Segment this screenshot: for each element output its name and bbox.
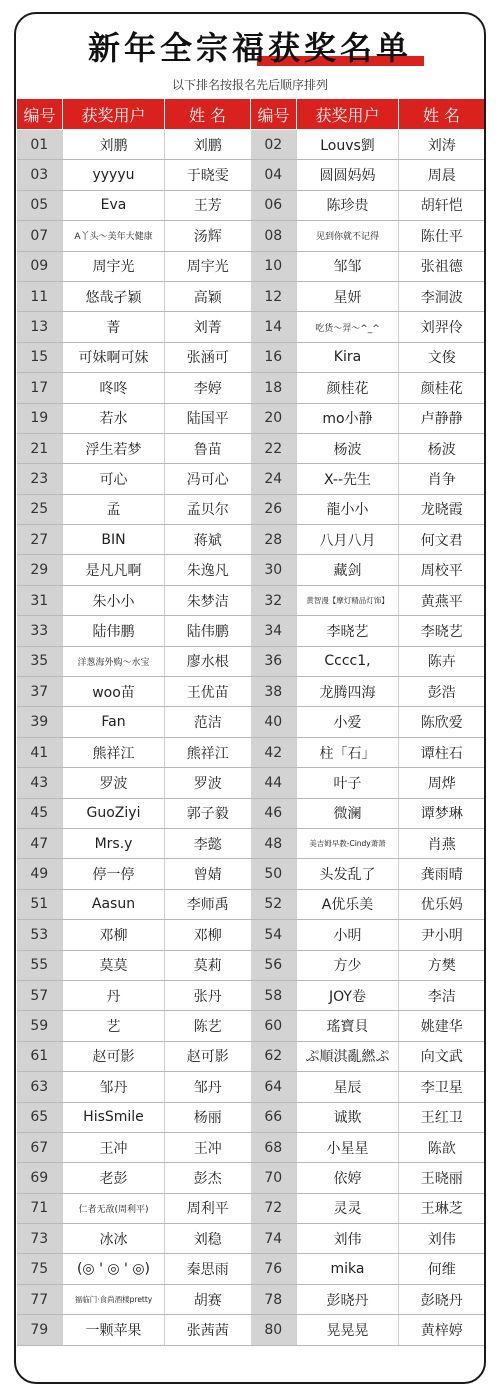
winner-real-name: 王晓丽 bbox=[399, 1163, 485, 1193]
winner-username: 刘伟 bbox=[297, 1224, 399, 1254]
winner-username: 柱「石」 bbox=[297, 737, 399, 767]
winner-username: A优乐美 bbox=[297, 889, 399, 919]
winner-real-name: 张祖德 bbox=[399, 251, 485, 281]
winner-real-name: 胡赛 bbox=[165, 1284, 251, 1314]
winner-number: 56 bbox=[251, 950, 297, 980]
winner-real-name: 黄燕平 bbox=[399, 585, 485, 615]
winner-real-name: 姚建华 bbox=[399, 1011, 485, 1041]
winner-number: 09 bbox=[17, 251, 63, 281]
table-row bbox=[17, 130, 485, 160]
winner-number: 59 bbox=[17, 1011, 63, 1041]
winner-real-name: 陈仕平 bbox=[399, 221, 485, 251]
winner-real-name: 李洞波 bbox=[399, 281, 485, 311]
winner-real-name: 郭子毅 bbox=[165, 798, 251, 828]
winner-real-name: 张涵可 bbox=[165, 342, 251, 372]
winner-username: 赵可影 bbox=[63, 1041, 165, 1071]
winner-username: 依婷 bbox=[297, 1163, 399, 1193]
winner-real-name: 谭梦琳 bbox=[399, 798, 485, 828]
winner-username: 熊祥江 bbox=[63, 737, 165, 767]
winner-username: 黄智漫【摩灯精品灯饰】 bbox=[297, 585, 399, 615]
winner-username: 龍小小 bbox=[297, 494, 399, 524]
winner-real-name: 何文君 bbox=[399, 525, 485, 555]
winner-number: 36 bbox=[251, 646, 297, 676]
winner-number: 49 bbox=[17, 859, 63, 889]
winner-username: 方少 bbox=[297, 950, 399, 980]
winner-username: 星妍 bbox=[297, 281, 399, 311]
winner-username: (◎ ' ◎ ' ◎) bbox=[63, 1254, 165, 1284]
winner-real-name: 刘菁 bbox=[165, 312, 251, 342]
winner-real-name: 李师禹 bbox=[165, 889, 251, 919]
winner-username: X--先生 bbox=[297, 464, 399, 494]
winner-real-name: 陈歆 bbox=[399, 1132, 485, 1162]
winner-real-name: 彭杰 bbox=[165, 1163, 251, 1193]
winner-username: 停一停 bbox=[63, 859, 165, 889]
table-header-row bbox=[17, 99, 485, 130]
table-row bbox=[17, 1224, 485, 1254]
winner-real-name: 杨丽 bbox=[165, 1102, 251, 1132]
winner-number: 64 bbox=[251, 1072, 297, 1102]
winner-real-name: 赵可影 bbox=[165, 1041, 251, 1071]
winner-number: 38 bbox=[251, 677, 297, 707]
winner-number: 16 bbox=[251, 342, 297, 372]
table-row bbox=[17, 677, 485, 707]
winner-number: 71 bbox=[17, 1193, 63, 1223]
header-name-left: 姓 名 bbox=[165, 99, 251, 130]
winner-username: 叶子 bbox=[297, 768, 399, 798]
winner-number: 76 bbox=[251, 1254, 297, 1284]
winner-number: 26 bbox=[251, 494, 297, 524]
winner-number: 43 bbox=[17, 768, 63, 798]
winner-real-name: 优乐妈 bbox=[399, 889, 485, 919]
winner-username: 头发乱了 bbox=[297, 859, 399, 889]
winner-real-name: 黄梓婷 bbox=[399, 1315, 485, 1345]
winner-number: 11 bbox=[17, 281, 63, 311]
winner-real-name: 陆伟鹏 bbox=[165, 616, 251, 646]
winner-real-name: 周晨 bbox=[399, 160, 485, 190]
winner-real-name: 于晓雯 bbox=[165, 160, 251, 190]
winner-real-name: 张茜茜 bbox=[165, 1315, 251, 1345]
table-row bbox=[17, 403, 485, 433]
winner-real-name: 范洁 bbox=[165, 707, 251, 737]
winner-username: 周宇光 bbox=[63, 251, 165, 281]
winner-number: 10 bbox=[251, 251, 297, 281]
winner-username: GuoZiyi bbox=[63, 798, 165, 828]
winner-username: 仁者无敌(周利平) bbox=[63, 1193, 165, 1223]
winner-real-name: 熊祥江 bbox=[165, 737, 251, 767]
winner-real-name: 王优苗 bbox=[165, 677, 251, 707]
winner-number: 78 bbox=[251, 1284, 297, 1314]
winner-username: 见到你就不记得 bbox=[297, 221, 399, 251]
winner-username: JOY卷 bbox=[297, 980, 399, 1010]
winner-number: 73 bbox=[17, 1224, 63, 1254]
table-row bbox=[17, 251, 485, 281]
table-row bbox=[17, 1041, 485, 1071]
winner-number: 31 bbox=[17, 585, 63, 615]
winner-username: 邹丹 bbox=[63, 1072, 165, 1102]
winner-real-name: 李婷 bbox=[165, 373, 251, 403]
winner-number: 12 bbox=[251, 281, 297, 311]
table-row bbox=[17, 980, 485, 1010]
table-row bbox=[17, 525, 485, 555]
winner-number: 60 bbox=[251, 1011, 297, 1041]
table-row bbox=[17, 859, 485, 889]
winner-real-name: 刘稳 bbox=[165, 1224, 251, 1254]
winner-number: 28 bbox=[251, 525, 297, 555]
winner-real-name: 王红卫 bbox=[399, 1102, 485, 1132]
winner-real-name: 李卫星 bbox=[399, 1072, 485, 1102]
winner-username: mo小静 bbox=[297, 403, 399, 433]
winner-number: 05 bbox=[17, 190, 63, 220]
winner-number: 14 bbox=[251, 312, 297, 342]
winner-number: 17 bbox=[17, 373, 63, 403]
winner-username: Cccc1, bbox=[297, 646, 399, 676]
winner-number: 27 bbox=[17, 525, 63, 555]
winner-number: 24 bbox=[251, 464, 297, 494]
winner-number: 25 bbox=[17, 494, 63, 524]
winner-number: 41 bbox=[17, 737, 63, 767]
winner-real-name: 莫莉 bbox=[165, 950, 251, 980]
winner-username: 老彭 bbox=[63, 1163, 165, 1193]
winner-number: 65 bbox=[17, 1102, 63, 1132]
winner-number: 04 bbox=[251, 160, 297, 190]
table-row bbox=[17, 1011, 485, 1041]
winner-username: 冰冰 bbox=[63, 1224, 165, 1254]
winner-number: 61 bbox=[17, 1041, 63, 1071]
winner-number: 44 bbox=[251, 768, 297, 798]
winner-real-name: 周烨 bbox=[399, 768, 485, 798]
winner-username: Louvs劉 bbox=[297, 130, 399, 160]
winner-username: woo苗 bbox=[63, 677, 165, 707]
winner-username: Eva bbox=[63, 190, 165, 220]
winner-number: 80 bbox=[251, 1315, 297, 1345]
winner-real-name: 杨波 bbox=[399, 433, 485, 463]
winner-username: 罗波 bbox=[63, 768, 165, 798]
winner-number: 13 bbox=[17, 312, 63, 342]
winner-username: 丹 bbox=[63, 980, 165, 1010]
winner-number: 75 bbox=[17, 1254, 63, 1284]
winner-username: 是凡凡啊 bbox=[63, 555, 165, 585]
winner-number: 67 bbox=[17, 1132, 63, 1162]
winner-real-name: 陈艺 bbox=[165, 1011, 251, 1041]
winner-username: 福临门·食尚酒楼pretty bbox=[63, 1284, 165, 1314]
winner-username: 刘鹏 bbox=[63, 130, 165, 160]
winner-number: 32 bbox=[251, 585, 297, 615]
winner-number: 55 bbox=[17, 950, 63, 980]
table-row bbox=[17, 281, 485, 311]
winner-username: 孟 bbox=[63, 494, 165, 524]
winner-username: 龙腾四海 bbox=[297, 677, 399, 707]
table-row bbox=[17, 707, 485, 737]
winner-number: 02 bbox=[251, 130, 297, 160]
winner-username: 晃晃晃 bbox=[297, 1315, 399, 1345]
winner-username: 陈珍贵 bbox=[297, 190, 399, 220]
winner-number: 39 bbox=[17, 707, 63, 737]
winner-number: 62 bbox=[251, 1041, 297, 1071]
winner-number: 46 bbox=[251, 798, 297, 828]
winner-number: 48 bbox=[251, 828, 297, 858]
table-row bbox=[17, 1284, 485, 1314]
winner-username: 小星星 bbox=[297, 1132, 399, 1162]
winner-username: 朱小小 bbox=[63, 585, 165, 615]
table-row bbox=[17, 616, 485, 646]
table-row bbox=[17, 798, 485, 828]
winner-number: 42 bbox=[251, 737, 297, 767]
winner-real-name: 颜桂花 bbox=[399, 373, 485, 403]
winner-number: 03 bbox=[17, 160, 63, 190]
winner-username: 可心 bbox=[63, 464, 165, 494]
winner-real-name: 秦思雨 bbox=[165, 1254, 251, 1284]
winner-number: 35 bbox=[17, 646, 63, 676]
winner-real-name: 孟贝尔 bbox=[165, 494, 251, 524]
winner-username: Kira bbox=[297, 342, 399, 372]
winner-username: 小爱 bbox=[297, 707, 399, 737]
winner-username: 彭晓丹 bbox=[297, 1284, 399, 1314]
winner-username: 小明 bbox=[297, 920, 399, 950]
table-row bbox=[17, 160, 485, 190]
winner-number: 70 bbox=[251, 1163, 297, 1193]
winner-list-card bbox=[14, 12, 486, 1384]
table-row bbox=[17, 1315, 485, 1345]
winner-number: 63 bbox=[17, 1072, 63, 1102]
winner-real-name: 朱逸凡 bbox=[165, 555, 251, 585]
winner-number: 40 bbox=[251, 707, 297, 737]
winner-real-name: 彭晓丹 bbox=[399, 1284, 485, 1314]
winner-number: 68 bbox=[251, 1132, 297, 1162]
winner-real-name: 冯可心 bbox=[165, 464, 251, 494]
winner-real-name: 李晓艺 bbox=[399, 616, 485, 646]
winner-real-name: 高颖 bbox=[165, 281, 251, 311]
winner-username: 悠哉孑颖 bbox=[63, 281, 165, 311]
winner-real-name: 朱梦洁 bbox=[165, 585, 251, 615]
winner-real-name: 陈卉 bbox=[399, 646, 485, 676]
winner-username: 邓柳 bbox=[63, 920, 165, 950]
table-row bbox=[17, 190, 485, 220]
winner-username: 艺 bbox=[63, 1011, 165, 1041]
winner-number: 50 bbox=[251, 859, 297, 889]
winner-username: 王冲 bbox=[63, 1132, 165, 1162]
winner-real-name: 向文武 bbox=[399, 1041, 485, 1071]
winner-real-name: 周校平 bbox=[399, 555, 485, 585]
winner-number: 53 bbox=[17, 920, 63, 950]
winner-real-name: 邹丹 bbox=[165, 1072, 251, 1102]
table-row bbox=[17, 1193, 485, 1223]
table-row bbox=[17, 342, 485, 372]
winner-real-name: 刘涛 bbox=[399, 130, 485, 160]
winner-real-name: 王冲 bbox=[165, 1132, 251, 1162]
winner-number: 15 bbox=[17, 342, 63, 372]
winner-username: mika bbox=[297, 1254, 399, 1284]
table-row bbox=[17, 433, 485, 463]
winner-username: 藏剑 bbox=[297, 555, 399, 585]
winner-number: 47 bbox=[17, 828, 63, 858]
winner-number: 21 bbox=[17, 433, 63, 463]
winner-real-name: 王芳 bbox=[165, 190, 251, 220]
winner-username: 浮生若梦 bbox=[63, 433, 165, 463]
winner-number: 77 bbox=[17, 1284, 63, 1314]
winner-number: 37 bbox=[17, 677, 63, 707]
winner-username: ぷ順淇亂繎ぷ bbox=[297, 1041, 399, 1071]
winners-table bbox=[16, 98, 485, 1346]
winner-real-name: 肖燕 bbox=[399, 828, 485, 858]
winner-username: 洋葱海外购～水宝 bbox=[63, 646, 165, 676]
winner-username: 若水 bbox=[63, 403, 165, 433]
winner-real-name: 龙晓霞 bbox=[399, 494, 485, 524]
header-number-right: 编号 bbox=[251, 99, 297, 130]
winner-username: A丫头～美年大健康 bbox=[63, 221, 165, 251]
winner-number: 08 bbox=[251, 221, 297, 251]
winner-username: 灵灵 bbox=[297, 1193, 399, 1223]
winner-number: 51 bbox=[17, 889, 63, 919]
winner-real-name: 李洁 bbox=[399, 980, 485, 1010]
winner-number: 52 bbox=[251, 889, 297, 919]
winner-username: Fan bbox=[63, 707, 165, 737]
winner-real-name: 肖争 bbox=[399, 464, 485, 494]
winner-real-name: 陆国平 bbox=[165, 403, 251, 433]
header-number-left: 编号 bbox=[17, 99, 63, 130]
table-row bbox=[17, 312, 485, 342]
winner-number: 23 bbox=[17, 464, 63, 494]
winner-number: 54 bbox=[251, 920, 297, 950]
table-row bbox=[17, 221, 485, 251]
winner-real-name: 周利平 bbox=[165, 1193, 251, 1223]
winner-real-name: 廖水根 bbox=[165, 646, 251, 676]
winner-real-name: 曾婧 bbox=[165, 859, 251, 889]
winner-real-name: 李懿 bbox=[165, 828, 251, 858]
table-row bbox=[17, 555, 485, 585]
winner-username: 诚欺 bbox=[297, 1102, 399, 1132]
winner-real-name: 尹小明 bbox=[399, 920, 485, 950]
winner-username: 瑤寶貝 bbox=[297, 1011, 399, 1041]
winner-number: 69 bbox=[17, 1163, 63, 1193]
header-user-left: 获奖用户 bbox=[63, 99, 165, 130]
winner-username: 菁 bbox=[63, 312, 165, 342]
winner-number: 74 bbox=[251, 1224, 297, 1254]
winner-username: 莫莫 bbox=[63, 950, 165, 980]
winner-number: 06 bbox=[251, 190, 297, 220]
table-row bbox=[17, 1132, 485, 1162]
winner-username: 美吉姆早教-Cindy萧萧 bbox=[297, 828, 399, 858]
winner-number: 30 bbox=[251, 555, 297, 585]
winner-username: BIN bbox=[63, 525, 165, 555]
winner-username: 邹邹 bbox=[297, 251, 399, 281]
winner-username: yyyyu bbox=[63, 160, 165, 190]
table-row bbox=[17, 373, 485, 403]
winner-real-name: 谭柱石 bbox=[399, 737, 485, 767]
winner-real-name: 罗波 bbox=[165, 768, 251, 798]
winner-username: HisSmile bbox=[63, 1102, 165, 1132]
winner-username: Mrs.y bbox=[63, 828, 165, 858]
winner-real-name: 胡轩恺 bbox=[399, 190, 485, 220]
winner-username: 颜桂花 bbox=[297, 373, 399, 403]
table-row bbox=[17, 768, 485, 798]
winner-number: 22 bbox=[251, 433, 297, 463]
winner-number: 33 bbox=[17, 616, 63, 646]
winner-username: 圆圆妈妈 bbox=[297, 160, 399, 190]
winner-real-name: 陈欣爱 bbox=[399, 707, 485, 737]
winner-real-name: 龚雨晴 bbox=[399, 859, 485, 889]
page-title bbox=[82, 28, 418, 68]
winner-real-name: 刘羿伶 bbox=[399, 312, 485, 342]
winner-username: 一颗苹果 bbox=[63, 1315, 165, 1345]
winner-real-name: 邓柳 bbox=[165, 920, 251, 950]
winner-number: 01 bbox=[17, 130, 63, 160]
winner-real-name: 周宇光 bbox=[165, 251, 251, 281]
table-row bbox=[17, 585, 485, 615]
winner-number: 19 bbox=[17, 403, 63, 433]
table-row bbox=[17, 646, 485, 676]
winner-real-name: 王琳芝 bbox=[399, 1193, 485, 1223]
winner-number: 20 bbox=[251, 403, 297, 433]
winner-username: Aasun bbox=[63, 889, 165, 919]
page-subtitle: 以下排名按报名先后顺序排列 bbox=[171, 78, 328, 92]
winner-real-name: 文俊 bbox=[399, 342, 485, 372]
winner-real-name: 彭浩 bbox=[399, 677, 485, 707]
winner-real-name: 刘鹏 bbox=[165, 130, 251, 160]
page-title-text: 新年全宗福获奖名单 bbox=[87, 29, 412, 67]
header-user-right: 获奖用户 bbox=[297, 99, 399, 130]
winner-number: 66 bbox=[251, 1102, 297, 1132]
winner-username: 八月八月 bbox=[297, 525, 399, 555]
winner-username: 咚咚 bbox=[63, 373, 165, 403]
winner-number: 57 bbox=[17, 980, 63, 1010]
table-row bbox=[17, 1072, 485, 1102]
header-name-right: 姓 名 bbox=[399, 99, 485, 130]
winner-username: 微澜 bbox=[297, 798, 399, 828]
winner-real-name: 方樊 bbox=[399, 950, 485, 980]
winner-username: 星辰 bbox=[297, 1072, 399, 1102]
table-row bbox=[17, 1163, 485, 1193]
winner-real-name: 刘伟 bbox=[399, 1224, 485, 1254]
winner-number: 29 bbox=[17, 555, 63, 585]
winner-username: 可妹啊可妹 bbox=[63, 342, 165, 372]
winner-username: 杨波 bbox=[297, 433, 399, 463]
table-row bbox=[17, 1254, 485, 1284]
winner-number: 07 bbox=[17, 221, 63, 251]
table-body bbox=[17, 130, 485, 1346]
winner-username: 吃货～羿～^_^ bbox=[297, 312, 399, 342]
winner-real-name: 卢静静 bbox=[399, 403, 485, 433]
winner-number: 18 bbox=[251, 373, 297, 403]
winner-number: 34 bbox=[251, 616, 297, 646]
table-row bbox=[17, 464, 485, 494]
table-row bbox=[17, 737, 485, 767]
winner-number: 58 bbox=[251, 980, 297, 1010]
winner-username: 陆伟鹏 bbox=[63, 616, 165, 646]
winner-number: 45 bbox=[17, 798, 63, 828]
table-row bbox=[17, 828, 485, 858]
winner-real-name: 鲁苗 bbox=[165, 433, 251, 463]
table-row bbox=[17, 920, 485, 950]
winner-number: 72 bbox=[251, 1193, 297, 1223]
table-row bbox=[17, 494, 485, 524]
winner-username: 李晓艺 bbox=[297, 616, 399, 646]
table-row bbox=[17, 889, 485, 919]
winner-real-name: 汤辉 bbox=[165, 221, 251, 251]
winner-real-name: 张丹 bbox=[165, 980, 251, 1010]
title-area bbox=[16, 28, 484, 78]
winner-number: 79 bbox=[17, 1315, 63, 1345]
winner-real-name: 蒋斌 bbox=[165, 525, 251, 555]
table-row bbox=[17, 1102, 485, 1132]
table-row bbox=[17, 950, 485, 980]
winner-real-name: 何维 bbox=[399, 1254, 485, 1284]
